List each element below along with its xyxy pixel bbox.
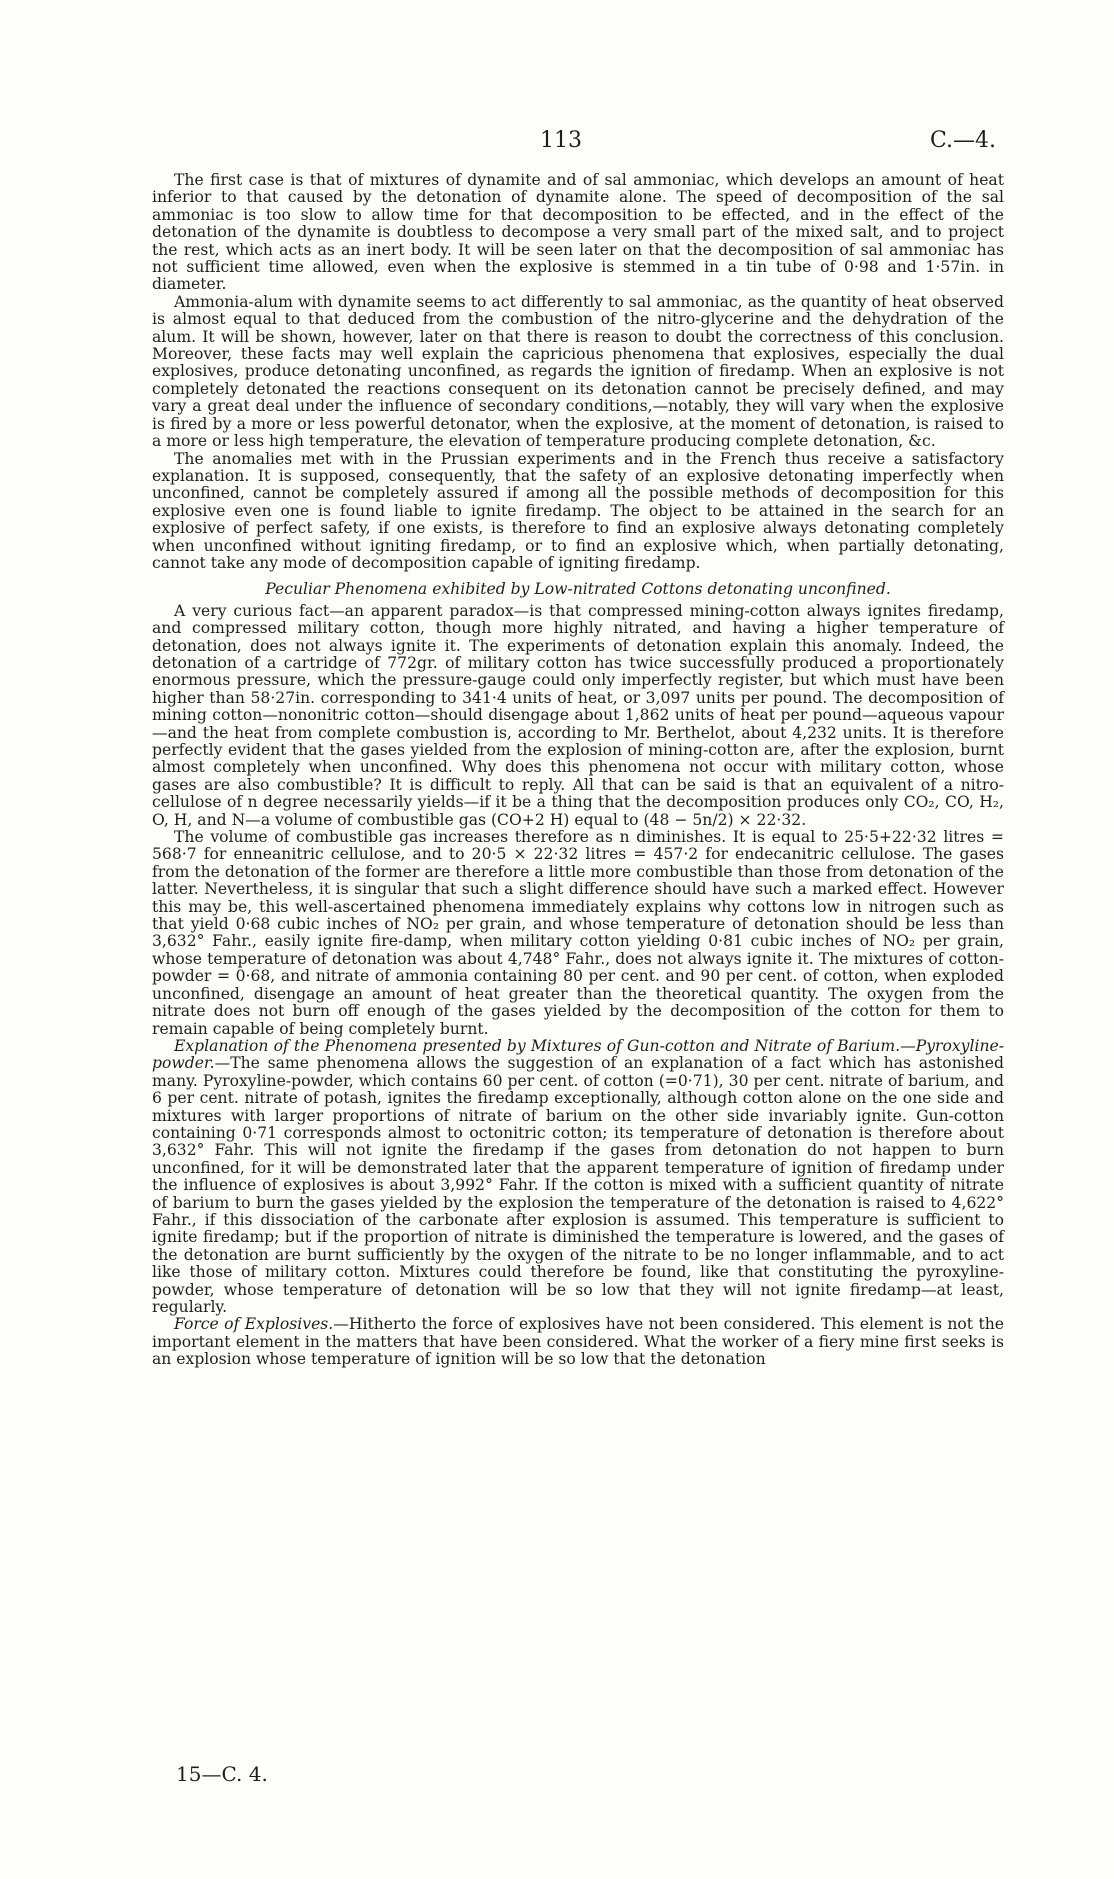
- paragraph-pyroxyline-text: —The same phenomena allows the suggestion of an explanation of a fact which has astonished many. Pyroxyline-powder, which contains 60 per cent. of cotton (=0·71), 30 per cent. nitrate of barium, and 6 per cent. nitrate of potash, ignites the firedamp exceptionally, although cotton alone on the one side and mixtures with larger proportions of nitrate of barium on the other side invariably ignite. Gun-cotton containing 0·71 corresponds almost to octonitric cotton; its temperature of detonation is therefore about 3,632° Fahr. This will not ignite the firedamp if the gases from detonation do not happen to burn unconfined, for it will be demonstrated later that the apparent temperature of ignition of firedamp under the influence of explosives is about 3,992° Fahr. If the cotton is mixed with a sufficient quantity of nitrate of barium to burn the gases yielded by the explosion the temperature of the detonation is raised to 4,622° Fahr., if this dissociation of the carbonate after explosion is assumed. This temperature is sufficient to ignite firedamp; but if the proportion of nitrate is diminished the temperature is lowered, and the gases of the detonation are burnt sufficiently by the oxygen of the nitrate to be no longer inflammable, and to act like those of military cotton. Mixtures could therefore be found, like that constituting the pyroxyline-powder, whose temperature of detonation will be so low that they will not ignite firedamp—at least, regularly.: [152, 1054, 1004, 1316]
- footer-signature: 15—C. 4.: [176, 1762, 268, 1786]
- paragraph-pyroxyline: [152, 1038, 1004, 1317]
- inline-heading-force: Force of Explosives.: [174, 1315, 334, 1334]
- paragraph-sal-ammoniac: The first case is that of mixtures of dynamite and of sal ammoniac, which develops an amount of heat inferior to that caused by the detonation of dynamite alone. The speed of decomposition of the sal ammoniac is too slow to allow time for that decomposition to be effected, and in the effect of the detonation of the dynamite is doubtless to decompose a very small part of the mixed salt, and to project the rest, which acts as an inert body. It will be seen later on that the decomposition of sal ammoniac has not sufficient time allowed, even when the explosive is stemmed in a tin tube of 0·98 and 1·57in. in diameter.: [152, 171, 1004, 294]
- paragraph-force-text: —Hitherto the force of explosives have not been considered. This element is not the important element in the matters that have been considered. What the worker of a fiery mine first seeks is an explosion whose temperature of ignition will be so low that the detonation: [152, 1315, 1004, 1369]
- section-heading-low-nitrated: Peculiar Phenomena exhibited by Low-nitrated Cottons detonating unconfined.: [265, 580, 891, 599]
- paragraph-anomalies: The anomalies met with in the Prussian experiments and in the French thus receive a satisfactory explanation. It is supposed, consequently, that the safety of an explosive detonating imperfectly when unconfined, cannot be completely assured if among all the possible methods of decomposition for this explosive even one is found liable to ignite firedamp. The object to be attained in the search for an explosive of perfect safety, if one exists, is therefore to find an explosive always detonating completely when unconfined without igniting firedamp, or to find an explosive which, when partially detonating, cannot take any mode of decomposition capable of igniting firedamp.: [152, 449, 1004, 572]
- document-body: [152, 172, 1004, 1369]
- inline-heading-gun-cotton: Explanation of the Phenomena presented by Mixtures of Gun-cotton and Nitrate of Barium.—Pyroxyline-powder.: [152, 1036, 1004, 1073]
- page-number: 113: [540, 128, 582, 153]
- paragraph-force: [152, 1316, 1004, 1368]
- paragraph-combustible-gas: The volume of combustible gas increases therefore as n diminishes. It is equal to 25·5+22·32 litres = 568·7 for enneanitric cellulose, and to 20·5 × 22·32 litres = 457·2 for endecanitric cellulose. The gases from the detonation of the former are therefore a little more combustible than those from detonation of the latter. Nevertheless, it is singular that such a slight difference should have such a marked effect. However this may be, this well-ascertained phenomena immediately explains why cottons low in nitrogen such as that yield 0·68 cubic inches of NO₂ per grain, and whose temperature of detonation should be less than 3,632° Fahr., easily ignite fire-damp, when military cotton yielding 0·81 cubic inches of NO₂ per grain, whose temperature of detonation was about 4,748° Fahr., does not always ignite it. The mixtures of cotton-powder = 0·68, and nitrate of ammonia containing 80 per cent. and 90 per cent. of cotton, when exploded unconfined, disengage an amount of heat greater than the theoretical quantity. The oxygen from the nitrate does not burn off enough of the gases yielded by the decomposition of the cotton for them to remain capable of being completely burnt.: [152, 828, 1004, 1038]
- section-id: C.—4.: [929, 128, 996, 153]
- paragraph-ammonia-alum: Ammonia-alum with dynamite seems to act differently to sal ammoniac, as the quantity of heat observed is almost equal to that deduced from the combustion of the nitro-glycerine and the dehydration of the alum. It will be shown, however, later on that there is reason to doubt the correctness of this conclusion. Moreover, these facts may well explain the capricious phenomena that explosives, especially the dual explosives, produce detonating unconfined, as regards the ignition of firedamp. When an explosive is not completely detonated the reactions consequent on its detonation cannot be precisely defined, and may vary a great deal under the influence of secondary conditions,—notably, they will vary when the explosive is fired by a more or less powerful detonator, when the explosive, at the moment of detonation, is raised to a more or less high temperature, the elevation of temperature producing complete detonation, &c.: [152, 292, 1004, 451]
- paragraph-curious-fact: A very curious fact—an apparent paradox—is that compressed mining-cotton always ignites firedamp, and compressed military cotton, though more highly nitrated, and having a higher temperature of detonation, does not always ignite it. The experiments of detonation explain this anomaly. Indeed, the detonation of a cartridge of 772gr. of military cotton has twice successfully produced a proportionately enormous pressure, which the pressure-gauge could only imperfectly register, but which must have been higher than 58·27in. corresponding to 341·4 units of heat, or 3,097 units per pound. The decomposition of mining cotton—nononitric cotton—should disengage about 1,862 units of heat per pound—aqueous vapour—and the heat from complete combustion is, according to Mr. Berthelot, about 4,232 units. It is therefore perfectly evident that the gases yielded from the explosion of mining-cotton are, after the explosion, burnt almost completely when unconfined. Why does this phenomena not occur with military cotton, whose gases are also combustible? It is difficult to reply. All that can be said is that an equivalent of a nitro-cellulose of n degree necessarily yields—if it be a thing that the decomposition produces only CO₂, CO, H₂, O, H, and N—a volume of combustible gas (CO+2 H) equal to (48 − 5n/2) × 22·32.: [152, 601, 1004, 829]
- page-header: [0, 128, 1114, 158]
